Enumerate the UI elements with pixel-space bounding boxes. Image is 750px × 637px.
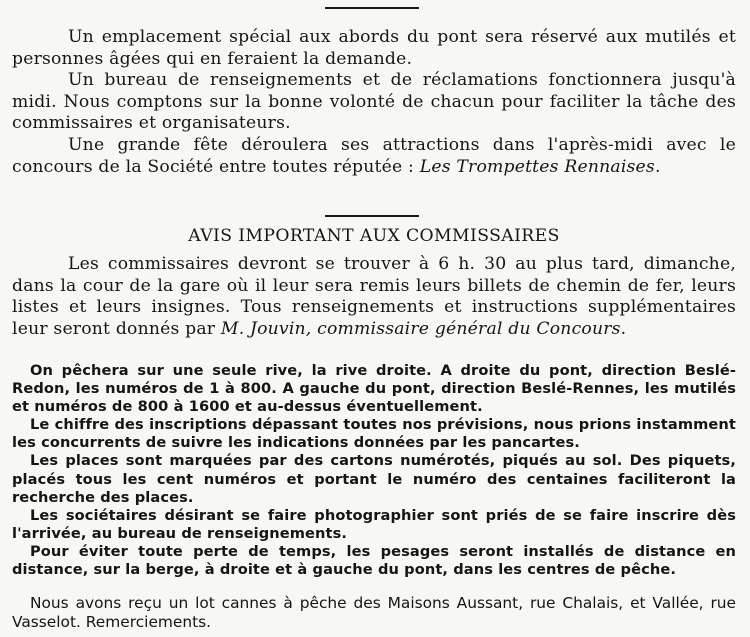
paragraph-commissaires [12,254,736,340]
fete-end: . [654,156,661,177]
paragraph-rive: On pêchera sur une seule rive, la rive droite. A droite du pont, direction Beslé-Redon, les numéros de 1 à 800. A gauche du pont, direction Beslé-Rennes, les mutilés et numéros de 800 à 1600 et au-dessus éventuellement. [12,362,736,416]
instructions-section [12,362,736,579]
fete-text: Une grande fête déroulera ses attractions dans l'après-midi avec le concours de la Société entre toutes réputée : [12,134,736,177]
paragraph-emplacement: Un emplacement spécial aux abords du pont sera réservé aux mutilés et personnes âgées qui en feraient la demande. [12,27,736,69]
paragraph-inscriptions: Le chiffre des inscriptions dépassant toutes nos prévisions, nous prions instamment les concurrents de suivre les indications données par les pancartes. [12,416,736,452]
fete-italic: Les Trompettes Rennaises [419,156,655,177]
paragraph-places: Les places sont marquées par des cartons numérotés, piqués au sol. Des piquets, placés tous les cent numéros et portant le numéro des centaines faciliteront la recherche des places. [12,452,736,506]
paragraph-photographie: Les sociétaires désirant se faire photographier sont priés de se faire inscrire dès l'arrivée, au bureau de renseignements. [12,506,736,542]
top-divider [325,7,419,9]
commissaires-text: Les commissaires devront se trouver à 6 h. 30 au plus tard, dimanche, dans la cour de la gare où il leur sera remis leurs billets de chemin de fer, leurs listes et leurs insignes. Tous renseignements et instructions supplémentaires leur seront donnés par [12,254,736,339]
paragraph-remerciements: Nous avons reçu un lot cannes à pêche des Maisons Aussant, rue Chalais, et Vallée, rue Vasselot. Remerciements. [12,594,736,631]
thanks-section [12,594,736,632]
commissaires-end: . [620,318,627,339]
commissaires-section [12,254,736,340]
paragraph-bureau: Un bureau de renseignements et de réclamations fonctionnera jusqu'à midi. Nous comptons sur la bonne volonté de chacun pour faciliter la tâche des commissaires et organisateurs. [12,70,736,134]
commissaires-italic: M. Jouvin, commissaire général du Concours [220,318,621,339]
section-divider [325,215,419,217]
section-heading: AVIS IMPORTANT AUX COMMISSAIRES [188,226,560,246]
intro-section [12,27,736,178]
paragraph-fete [12,135,736,178]
paragraph-pesages: Pour éviter toute perte de temps, les pesages seront installés de distance en distance, sur la berge, à droite et à gauche du pont, dans les centres de pêche. [12,542,736,579]
